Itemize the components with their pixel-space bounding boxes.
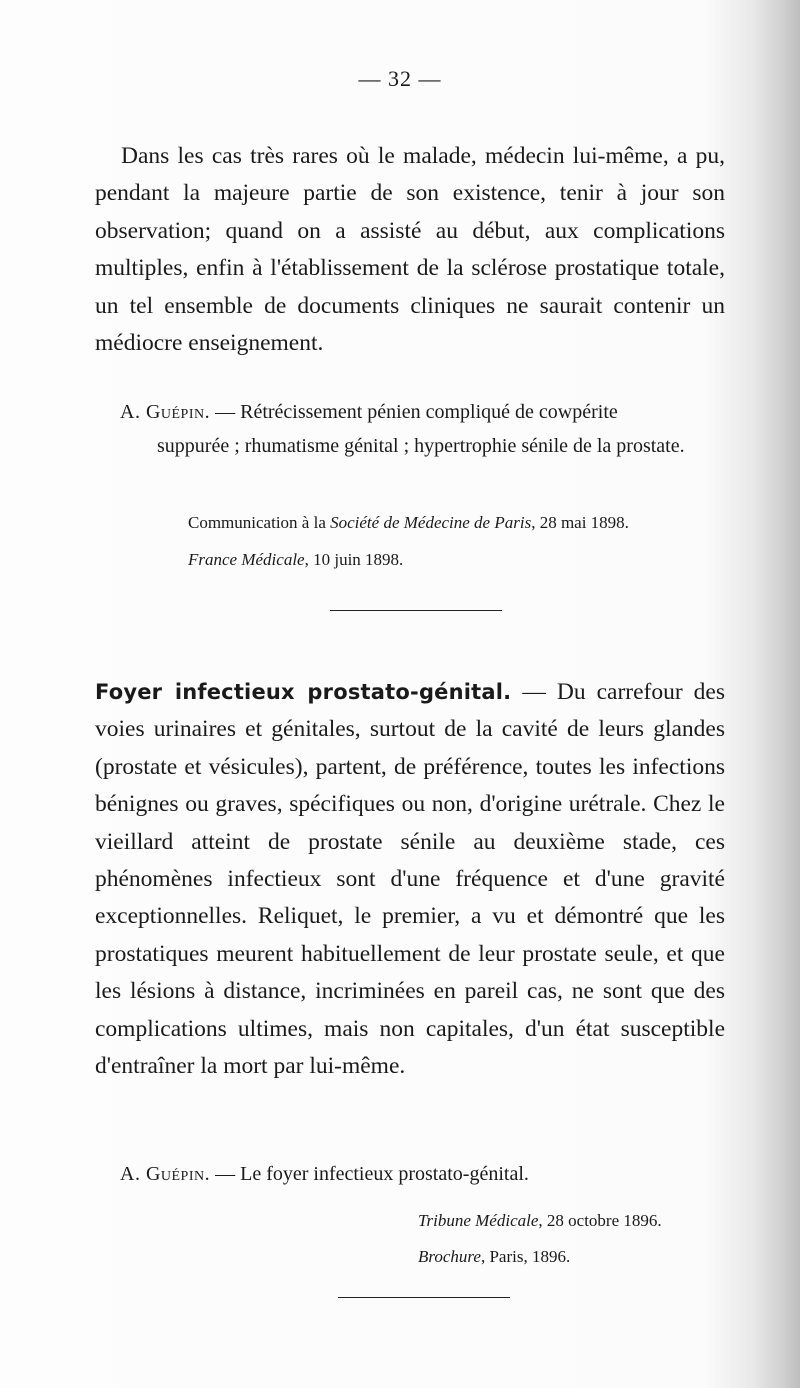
citation-source: France Médicale (188, 550, 305, 569)
citation-france-medicale: France Médicale, 10 juin 1898. (188, 550, 404, 569)
reference-dash: — (210, 1163, 241, 1185)
reference-guepin-1896 (120, 1158, 725, 1192)
citation-source: Tribune Médicale (418, 1211, 539, 1230)
reference-title: Le foyer infectieux prostato-génital. (240, 1163, 529, 1185)
citation-source: Société de Médecine de Paris (330, 513, 532, 532)
foyer-infectieux-paragraph (95, 674, 725, 1085)
intro-paragraph: Dans les cas très rares où le malade, médecin lui-même, a pu, pendant la majeure partie de son existence, tenir à jour son observation; quand on a assisté au début, aux complications multiples, enfin à l'établissement de la sclérose prostatique totale, un tel ensemble de documents cliniques ne saurait contenir un médiocre enseignement. (95, 143, 725, 357)
citation-societe-medecine: Communication à la Société de Médecine de Paris, 28 mai 1898. (188, 513, 629, 532)
citation-brochure: Brochure, Paris, 1896. (418, 1247, 571, 1266)
reference-author: A. Guépin. (120, 1163, 211, 1185)
section-body: Du carrefour des voies urinaires et génitales, surtout de la cavité de leurs glandes (prostate et vésicules), partent, de préférence, toutes les infections bénignes ou graves, spécifiques ou non, d'origine urétrale. Chez le vieillard atteint de prostate sénile au deuxième stade, ces phénomènes infectieux sont d'une fréquence et d'une gravité exceptionnelles. Reliquet, le premier, a vu et démontré que les prostatiques meurent habituellement de leur prostate seule, et que les lésions à distance, incriminées en pareil cas, ne sont que des complications ultimes, mais non capitales, d'un état susceptible d'entraîner la mort par lui-même. (95, 679, 725, 1080)
heading-dash: — (511, 679, 557, 705)
section-divider (338, 1297, 510, 1298)
reference-guepin-1898 (120, 396, 725, 463)
citation-source: Brochure (418, 1247, 481, 1266)
page-number: — 32 — (358, 66, 442, 91)
reference-dash: — (210, 401, 241, 423)
reference-title-first: Rétrécissement pénien compliqué de cowpérite (240, 401, 618, 423)
section-heading: Foyer infectieux prostato-génital. (95, 680, 512, 704)
citation-tribune-medicale: Tribune Médicale, 28 octobre 1896. (418, 1211, 662, 1230)
reference-author: A. Guépin. (120, 401, 211, 423)
section-divider (330, 610, 502, 611)
reference-title-rest: suppurée ; rhumatisme génital ; hypertrophie sénile de la prostate. (157, 434, 685, 457)
